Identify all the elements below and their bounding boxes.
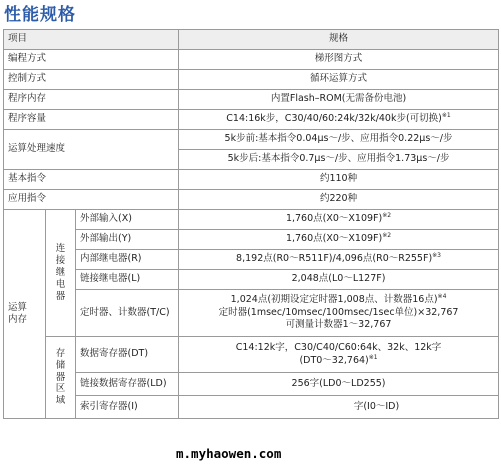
- footnote-mark: ※1: [441, 112, 451, 120]
- vertical-char: 接: [55, 255, 66, 267]
- table-row: [4, 337, 499, 373]
- row-value: 256字(LD0～LD255): [179, 373, 499, 396]
- row-value: 梯形图方式: [179, 50, 499, 70]
- table-row: [4, 270, 499, 290]
- table-row: [4, 230, 499, 250]
- value-text: 1,024点(初期设定定时器1,008点、计数器16点): [230, 294, 438, 306]
- relay-vertical-label: [46, 210, 76, 337]
- row-value: 内置Flash–ROM(无需备份电池): [179, 90, 499, 110]
- watermark-text: m.myhaowen.com: [176, 446, 282, 461]
- group-label-line: 内存: [8, 314, 28, 325]
- row-label: 外部输入(X): [76, 210, 179, 230]
- row-label: 链接继电器(L): [76, 270, 179, 290]
- vertical-char: 储: [55, 359, 66, 371]
- table-row: [4, 290, 499, 337]
- spec-table: [3, 29, 499, 419]
- row-label: 索引寄存器(I): [76, 396, 179, 419]
- footnote-mark: ※4: [437, 293, 447, 301]
- row-value: [179, 250, 499, 270]
- row-label: 数据寄存器(DT): [76, 337, 179, 373]
- table-row: [4, 170, 499, 190]
- row-value: 字(I0～ID): [179, 396, 499, 419]
- value-text: C14:16k步，C30/40/60:24k/32k/40k步(可切换): [226, 113, 442, 125]
- value-text: 8,192点(R0～R511F)/4,096点(R0～R255F): [236, 253, 433, 265]
- footnote-mark: ※2: [382, 232, 392, 240]
- row-label: 内部继电器(R): [76, 250, 179, 270]
- row-value: 5k步后:基本指令0.7μs～/步、应用指令1.73μs～/步: [179, 150, 499, 170]
- row-value: [179, 230, 499, 250]
- header-spec: 规格: [179, 30, 499, 50]
- vertical-char: 器: [55, 290, 66, 302]
- row-value: 5k步前:基本指令0.04μs～/步、应用指令0.22μs～/步: [179, 130, 499, 150]
- row-label: 控制方式: [4, 70, 179, 90]
- value-line: 定时器(1msec/10msec/100msec/1sec单位)×32,767: [218, 306, 459, 318]
- vertical-char: 区: [55, 383, 66, 395]
- row-value: [179, 337, 499, 373]
- group-label: [4, 210, 46, 419]
- table-row: [4, 373, 499, 396]
- storage-vertical-label: [46, 337, 76, 419]
- value-text: 1,760点(X0～X109F): [285, 213, 383, 225]
- page-title: 性能规格: [4, 5, 76, 25]
- row-label: 基本指令: [4, 170, 179, 190]
- footnote-mark: ※2: [382, 212, 392, 220]
- table-row: [4, 130, 499, 150]
- header-item: 项目: [4, 30, 179, 50]
- value-line: 可测量计数器1～32,767: [285, 319, 392, 331]
- vertical-char: 电: [55, 278, 66, 290]
- table-header-row: [4, 30, 499, 50]
- row-value: 循环运算方式: [179, 70, 499, 90]
- row-label: 定时器、计数器(T/C): [76, 290, 179, 337]
- table-row: [4, 90, 499, 110]
- value-line: [183, 355, 494, 367]
- vertical-char: 器: [55, 371, 66, 383]
- value-text: 1,760点(X0～X109F): [285, 233, 383, 245]
- row-value: 约110种: [179, 170, 499, 190]
- value-line: C14:12k字，C30/C40/C60:64k、32k、12k字: [235, 342, 442, 354]
- row-label: 外部输出(Y): [76, 230, 179, 250]
- table-row: [4, 396, 499, 419]
- vertical-char: 域: [55, 395, 66, 407]
- row-value: 约220种: [179, 190, 499, 210]
- row-value: [179, 210, 499, 230]
- table-row: [4, 50, 499, 70]
- value-text: (DT0～32,764): [299, 354, 369, 366]
- table-row: [4, 210, 499, 230]
- table-row: [4, 250, 499, 270]
- vertical-char: 继: [55, 267, 66, 279]
- row-value: [179, 110, 499, 130]
- vertical-char: 存: [55, 347, 66, 359]
- value-line: [183, 294, 494, 306]
- table-row: [4, 190, 499, 210]
- table-row: [4, 70, 499, 90]
- group-label-line: 运算: [8, 301, 28, 313]
- row-label: 运算处理速度: [4, 130, 179, 170]
- row-label: 编程方式: [4, 50, 179, 70]
- table-row: [4, 110, 499, 130]
- row-value: [179, 290, 499, 337]
- footnote-mark: ※1: [368, 353, 378, 361]
- row-label: 程序容量: [4, 110, 179, 130]
- row-label: 应用指令: [4, 190, 179, 210]
- vertical-char: 连: [55, 243, 66, 255]
- row-value: 2,048点(L0～L127F): [179, 270, 499, 290]
- row-label: 链接数据寄存器(LD): [76, 373, 179, 396]
- footnote-mark: ※3: [432, 252, 442, 260]
- row-label: 程序内存: [4, 90, 179, 110]
